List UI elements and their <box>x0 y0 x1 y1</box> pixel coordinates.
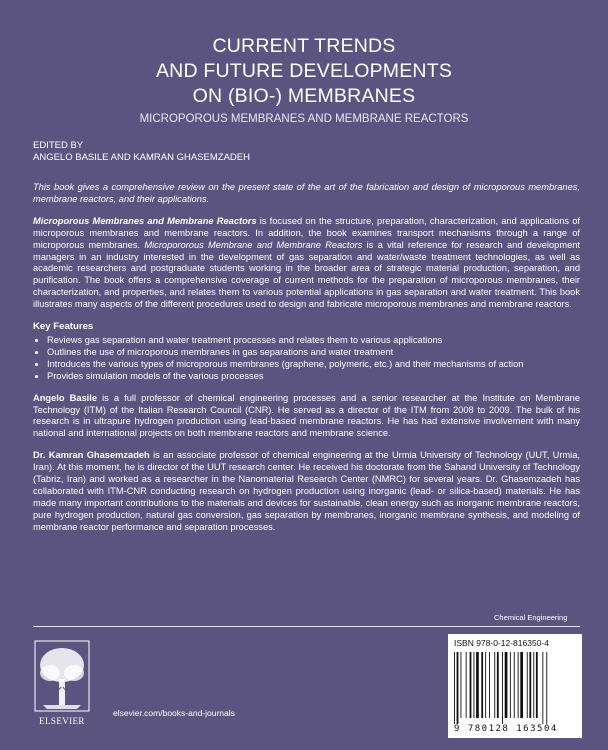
description-paragraph <box>33 216 580 311</box>
description-book-title: Microporous Membranes and Membrane Reactors <box>33 215 257 226</box>
barcode-bar <box>510 652 511 718</box>
barcode-bar <box>481 652 483 718</box>
list-item: • Introduces the various types of microporous membranes (graphene, polymeric, etc.) and their mechanisms of action <box>47 359 580 371</box>
barcode-bar <box>461 652 462 718</box>
barcode-bars-icon <box>454 652 576 724</box>
isbn-number: ISBN 978-0-12-816350-4 <box>454 638 549 648</box>
publisher-url[interactable]: elsevier.com/books-and-journals <box>113 708 235 718</box>
barcode-bar <box>457 652 459 724</box>
barcode <box>448 634 582 738</box>
subject-category: Chemical Engineering <box>494 613 568 622</box>
list-item: • Reviews gas separation and water treatment processes and relates them to various applications <box>47 335 580 347</box>
footer-divider <box>33 626 580 627</box>
ghasemzadeh-name: Dr. Kamran Ghasemzadeh <box>33 450 150 461</box>
barcode-bar <box>520 652 523 718</box>
barcode-bar <box>485 652 486 718</box>
edited-by-label: EDITED BY <box>33 140 84 151</box>
description-text-2: is a vital reference for research and development managers in an industry interested in the development of gas separation and water/waste treatment technologies, as well as academic researchers and postgraduate students working in the broader area of strategic material production, separation, and purification. The book offers a comprehensive coverage of current methods for the preparation of microporous membranes, their characterization, and properties, and relates them to various potential applications in gas separation and water treatment. This book illustrates many aspects of the different procedures used to design and fabricate microporous membranes and membrane reactors. <box>33 239 580 310</box>
basile-bio-text: is a full professor of chemical engineering processes and a senior researcher at the Institute on Membrane Technology (ITM) of the Italian Research Council (CNR). He served as a director of the ITM from 2008 to 2009. The bulk of his research is in ultrapure hydrogen production using lead-based membrane reactors. He has had extensive involvement with many national and international projects on both membrane reactors and membrane science. <box>33 392 580 439</box>
title-line-2: AND FUTURE DEVELOPMENTS <box>155 60 453 82</box>
barcode-bar <box>505 652 508 718</box>
basile-bio <box>33 393 580 441</box>
barcode-bar <box>466 652 467 718</box>
editor-names: ANGELO BASILE AND KAMRAN GHASEMZADEH <box>33 152 250 163</box>
barcode-bar <box>454 652 455 724</box>
description-book-title-italic: Micropororous Membrane and Membrane Reactors <box>144 239 363 250</box>
description-text-1: is focused on the structure, preparation, characterization, and applications of microporous membranes and membrane reactors. In addition, the book examines transport mechanisms through a range of microporous membranes. <box>33 215 580 250</box>
barcode-bar <box>542 652 543 724</box>
elsevier-tree-logo-icon <box>33 639 91 731</box>
title-line-1: CURRENT TRENDS <box>212 35 396 57</box>
barcode-bar <box>502 652 503 724</box>
list-item: • Outlines the use of microporous membranes in gas separations and water treatment <box>47 347 580 359</box>
barcode-bar <box>533 652 534 718</box>
book-title <box>0 34 608 109</box>
barcode-bar <box>476 652 479 718</box>
barcode-bar <box>489 652 490 718</box>
barcode-bar <box>497 652 499 718</box>
barcode-bar <box>494 652 495 718</box>
barcode-bar <box>529 652 531 718</box>
barcode-bar <box>474 652 475 718</box>
barcode-bar <box>546 652 547 724</box>
barcode-bar <box>536 652 538 718</box>
barcode-bar <box>527 652 528 718</box>
barcode-digits: 9 780128 163504 <box>454 724 558 734</box>
barcode-bar <box>514 652 515 718</box>
barcode-bar <box>470 652 472 718</box>
barcode-bar <box>518 652 519 718</box>
key-features-heading: Key Features <box>33 321 94 333</box>
basile-name: Angelo Basile <box>33 392 97 403</box>
back-cover-content <box>33 182 580 544</box>
intro-paragraph: This book gives a comprehensive review on the present state of the art of the fabrication and design of microporous membranes, membrane reactors, and their applications. <box>33 182 580 204</box>
publisher-name: ELSEVIER <box>39 716 85 726</box>
editors-block <box>33 140 250 164</box>
ghasemzadeh-bio-text: is an associate professor of chemical engineering at the Urmia University of Technology (UUT, Urmia, Iran). At this moment, he is director of the UUT research center. He received his doctorate from the Sahand University of Technology (Tabriz, Iran) and worked as a researcher in the Nanomaterial Research Center (NMRC) for several years. Dr. Ghasemzadeh has collaborated with ITM-CNR conducting research on hydrogen production using inorganic (lead- or silica-based) materials. He has made many important contributions to the materials and devices for sustainable, clean energy such as inorganic membrane reactors, pure hydrogen production, natural gas conversion, gas separation by membranes, inorganic membrane synthesis, and modeling of membrane reactor performance and separation processes. <box>33 450 580 532</box>
list-item: • Provides simulation models of the various processes <box>47 371 580 383</box>
title-line-3: ON (BIO-) MEMBRANES <box>192 85 416 107</box>
book-subtitle: MICROPOROUS MEMBRANES AND MEMBRANE REACTORS <box>139 113 469 125</box>
key-features-list <box>33 335 580 383</box>
ghasemzadeh-bio <box>33 450 580 533</box>
